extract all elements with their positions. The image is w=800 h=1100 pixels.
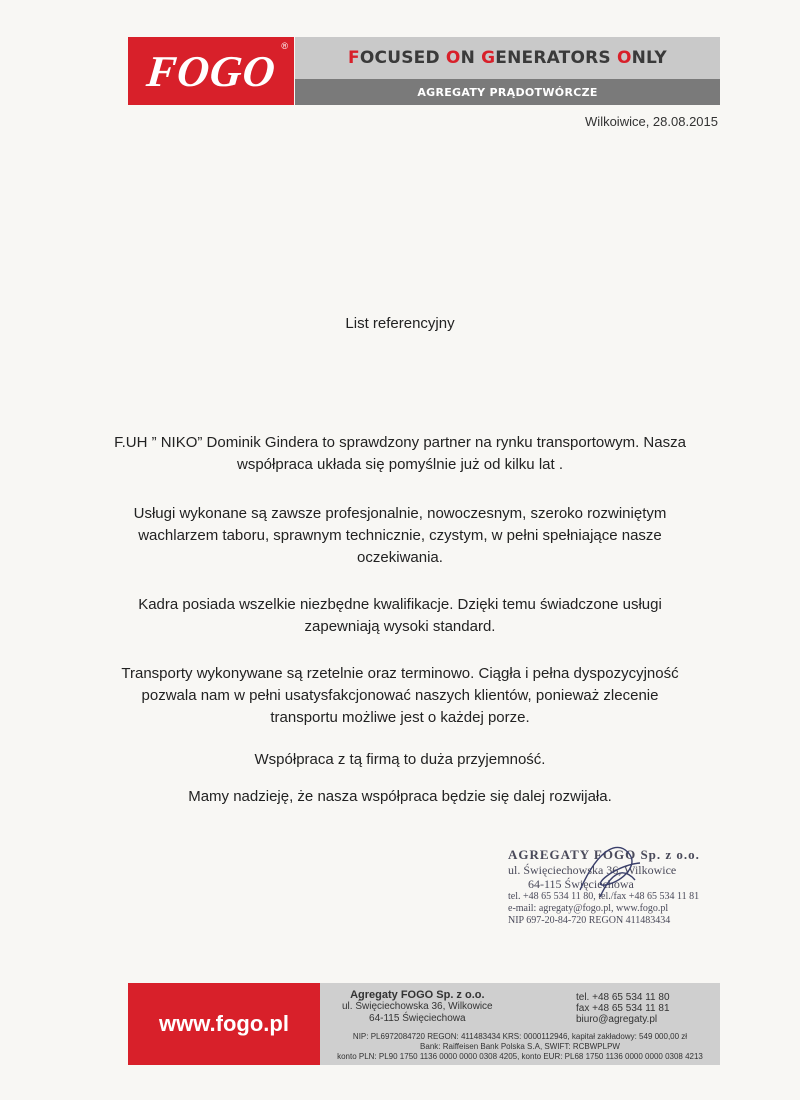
- footer-email: biuro@agregaty.pl: [576, 1014, 658, 1025]
- footer-company: Agregaty FOGO Sp. z o.o.: [350, 989, 485, 1001]
- footer-legal-line: konto PLN: PL90 1750 1136 0000 0000 0308 4205, konto EUR: PL68 1750 1136 0000 0000 0308 4213: [337, 1052, 703, 1061]
- fogo-logo: [128, 37, 294, 105]
- registered-mark: ®: [281, 41, 288, 51]
- tagline-segment: ENERATORS: [495, 48, 617, 68]
- tagline-initial: F: [348, 48, 360, 68]
- footer-city: 64-115 Święciechowa: [369, 1013, 466, 1024]
- footer-website: www.fogo.pl: [159, 1011, 289, 1036]
- tagline-segment: OCUSED: [359, 48, 446, 68]
- stamp-nip: NIP 697-20-84-720 REGON 411483434: [508, 915, 671, 926]
- footer-street: ul. Święciechowska 36, Wilkowice: [342, 1001, 493, 1012]
- subtitle-banner: [295, 79, 720, 105]
- footer-address: [342, 989, 493, 1025]
- footer-legal-line: NIP: PL6972084720 REGON: 411483434 KRS: 0000112946, kapitał zakładowy: 549 000,00 zł: [352, 1032, 688, 1041]
- paragraph: Kadra posiada wszelkie niezbędne kwalifikacje. Dzięki temu świadczone usługi zapewniają wysoki standard.: [138, 596, 662, 635]
- tagline-initial: O: [445, 48, 461, 68]
- paragraph: Mamy nadzieję, że nasza współpraca będzie się dalej rozwijała.: [188, 788, 612, 805]
- tagline-segment: NLY: [631, 48, 667, 68]
- paragraph: Usługi wykonane są zawsze profesjonalnie, nowoczesnym, szeroko rozwiniętym wachlarzem taboru, sprawnym technicznie, czystym, w pełni spełniające nasze oczekiwania.: [133, 505, 667, 566]
- letter-date: Wilkoiwice, 28.08.2015: [585, 114, 718, 129]
- paragraph: F.UH ” NIKO” Dominik Gindera to sprawdzony partner na rynku transportowym. Nasza współpraca układa się pomyślnie już od kilku lat .: [114, 434, 686, 473]
- tagline-initial: G: [481, 48, 496, 68]
- footer-info-box: [320, 983, 720, 1065]
- logo-text: FOGO: [144, 46, 278, 96]
- tagline-initial: O: [616, 48, 632, 68]
- stamp-street: ul. Święciechowska 36, Wilkowice: [508, 863, 677, 877]
- footer-website-box: [128, 983, 320, 1065]
- paragraph: Współpraca z tą firmą to duża przyjemność.: [254, 751, 546, 768]
- stamp-city: 64-115 Święciechowa: [528, 877, 634, 891]
- tagline-segment: N: [460, 48, 482, 68]
- footer-legal-line: Bank: Raiffeisen Bank Polska S.A, SWIFT: RCBWPLPW: [420, 1042, 620, 1051]
- footer-contact: [576, 992, 670, 1025]
- tagline-banner: [295, 37, 720, 79]
- stamp-phone: tel. +48 65 534 11 80, tel./fax +48 65 534 11 81: [508, 891, 700, 902]
- signature-icon: [560, 835, 660, 905]
- stamp-email: e-mail: agregaty@fogo.pl, www.fogo.pl: [508, 903, 669, 914]
- footer-tel: tel. +48 65 534 11 80: [576, 992, 670, 1003]
- tagline-text: [348, 48, 667, 68]
- footer-fax: fax +48 65 534 11 81: [576, 1003, 670, 1014]
- footer-legal: [320, 1032, 720, 1062]
- letter-body: [110, 432, 690, 823]
- stamp-company-name: AGREGATY FOGO Sp. z o.o.: [508, 847, 700, 862]
- letter-title: List referencyjny: [345, 315, 455, 332]
- paragraph: Transporty wykonywane są rzetelnie oraz terminowo. Ciągła i pełna dyspozycyjność pozwala nam w pełni usatysfakcjonować naszych klientów, ponieważ zlecenie transportu możliwe jest o każdej porze.: [121, 665, 679, 726]
- subtitle-text: AGREGATY PRĄDOTWÓRCZE: [417, 85, 598, 99]
